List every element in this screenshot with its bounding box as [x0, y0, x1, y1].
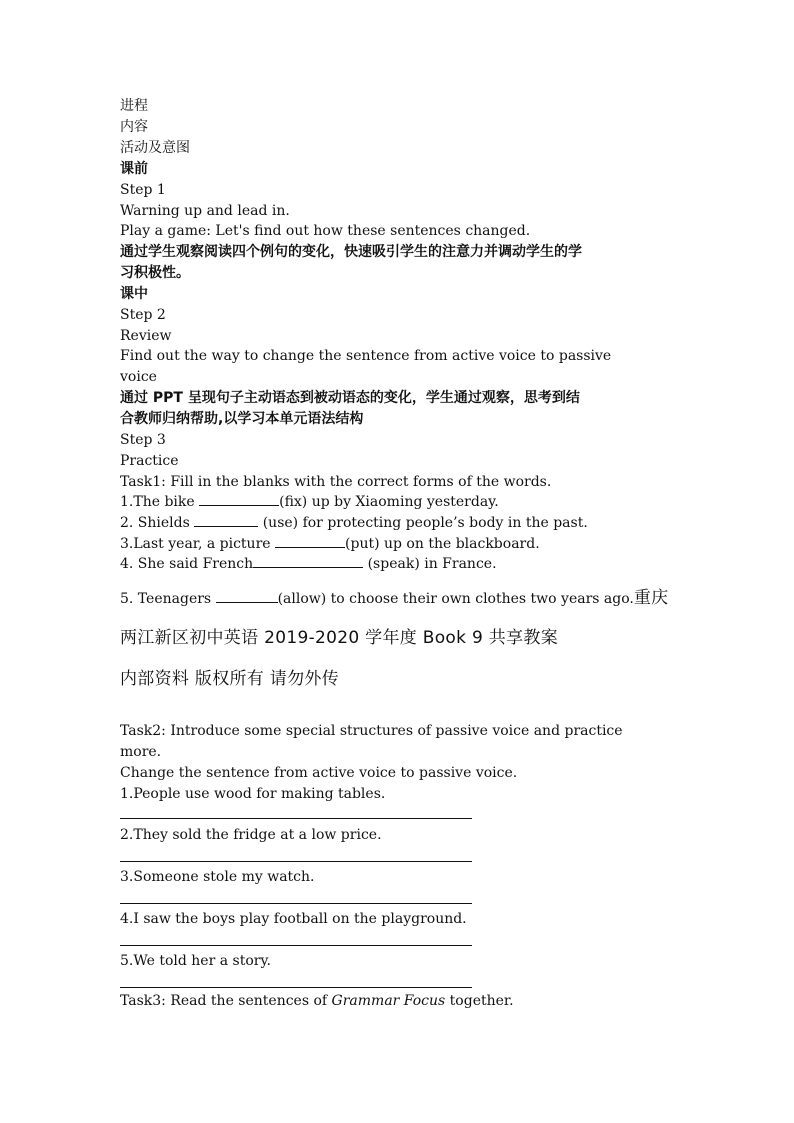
task2-sentence: 1.People use wood for making tables. [120, 786, 386, 802]
task1-item [120, 513, 588, 533]
task1-item-before: 4. She said French [120, 556, 254, 572]
step2-activity-line2: voice [120, 369, 157, 385]
task3-text-before: Task3: Read the sentences of [120, 993, 332, 1009]
task1-item-after: (fix) up by Xiaoming yesterday. [279, 494, 499, 510]
in-class-label: 课中 [120, 286, 148, 302]
task1-item-after: (allow) to choose their own clothes two years ago. [277, 591, 634, 607]
answer-blank[interactable] [199, 492, 279, 506]
task2-title-line1: Task2: Introduce some special structures of passive voice and practice [120, 723, 623, 739]
task1-item-after: (put) up on the blackboard. [345, 536, 540, 552]
watermark-line2: 内部资料 版权所有 请勿外传 [120, 669, 340, 689]
step1-intent-line1: 通过学生观察阅读四个例句的变化，快速吸引学生的注意力并调动学生的学 [120, 244, 582, 260]
task2-title-line2: more. [120, 744, 162, 760]
step2-intent-line2: 合教师归纳帮助,以学习本单元语法结构 [120, 411, 364, 427]
step1-intent-line2: 习积极性。 [120, 265, 190, 281]
task1-item [120, 492, 499, 512]
answer-line[interactable] [120, 987, 472, 988]
task1-item-before: 3.Last year, a picture [120, 536, 276, 552]
task2-sentence: 5.We told her a story. [120, 953, 271, 969]
watermark-prefix: 重庆 [633, 588, 669, 608]
step1-title: Warning up and lead in. [120, 203, 290, 219]
answer-blank[interactable] [216, 589, 278, 603]
step1-label: Step 1 [120, 182, 166, 198]
before-class-label: 课前 [120, 161, 148, 177]
task2-sentence: 2.They sold the fridge at a low price. [120, 827, 382, 843]
step3-title: Practice [120, 453, 179, 469]
task1-item-before: 1.The bike [120, 494, 200, 510]
answer-blank[interactable] [253, 554, 363, 568]
task3-line [120, 991, 514, 1011]
answer-blank[interactable] [275, 534, 345, 548]
step2-activity-line1: Find out the way to change the sentence from active voice to passive [120, 348, 612, 364]
step2-title: Review [120, 328, 172, 344]
answer-line[interactable] [120, 945, 472, 946]
task2-sentence: 3.Someone stole my watch. [120, 869, 315, 885]
step3-label: Step 3 [120, 432, 166, 448]
task1-item [120, 586, 668, 610]
task2-instruction: Change the sentence from active voice to passive voice. [120, 765, 518, 781]
step2-intent-line1: 通过 PPT 呈现句子主动语态到被动语态的变化，学生通过观察，思考到结 [120, 390, 580, 406]
header-activity: 活动及意图 [120, 140, 190, 156]
task2-sentence: 4.I saw the boys play football on the playground. [120, 911, 467, 927]
answer-line[interactable] [120, 903, 472, 904]
watermark-line1: 两江新区初中英语 2019-2020 学年度 Book 9 共享教案 [120, 628, 559, 648]
task3-text-after: together. [445, 993, 514, 1009]
task3-text-italic: Grammar Focus [331, 993, 446, 1009]
step2-label: Step 2 [120, 307, 166, 323]
task1-item-before: 5. Teenagers [120, 591, 216, 607]
task1-item [120, 554, 497, 574]
task1-item-after: (speak) in France. [363, 556, 497, 572]
header-process: 进程 [120, 98, 148, 114]
task1-item-before: 2. Shields [120, 515, 195, 531]
task1-item-after: (use) for protecting people’s body in the past. [258, 515, 588, 531]
answer-line[interactable] [120, 818, 472, 819]
header-content: 内容 [120, 119, 148, 135]
step1-activity: Play a game: Let's find out how these sentences changed. [120, 223, 531, 239]
answer-line[interactable] [120, 861, 472, 862]
task1-title: Task1: Fill in the blanks with the correct forms of the words. [120, 474, 552, 490]
answer-blank[interactable] [194, 513, 258, 527]
task1-item [120, 534, 540, 554]
